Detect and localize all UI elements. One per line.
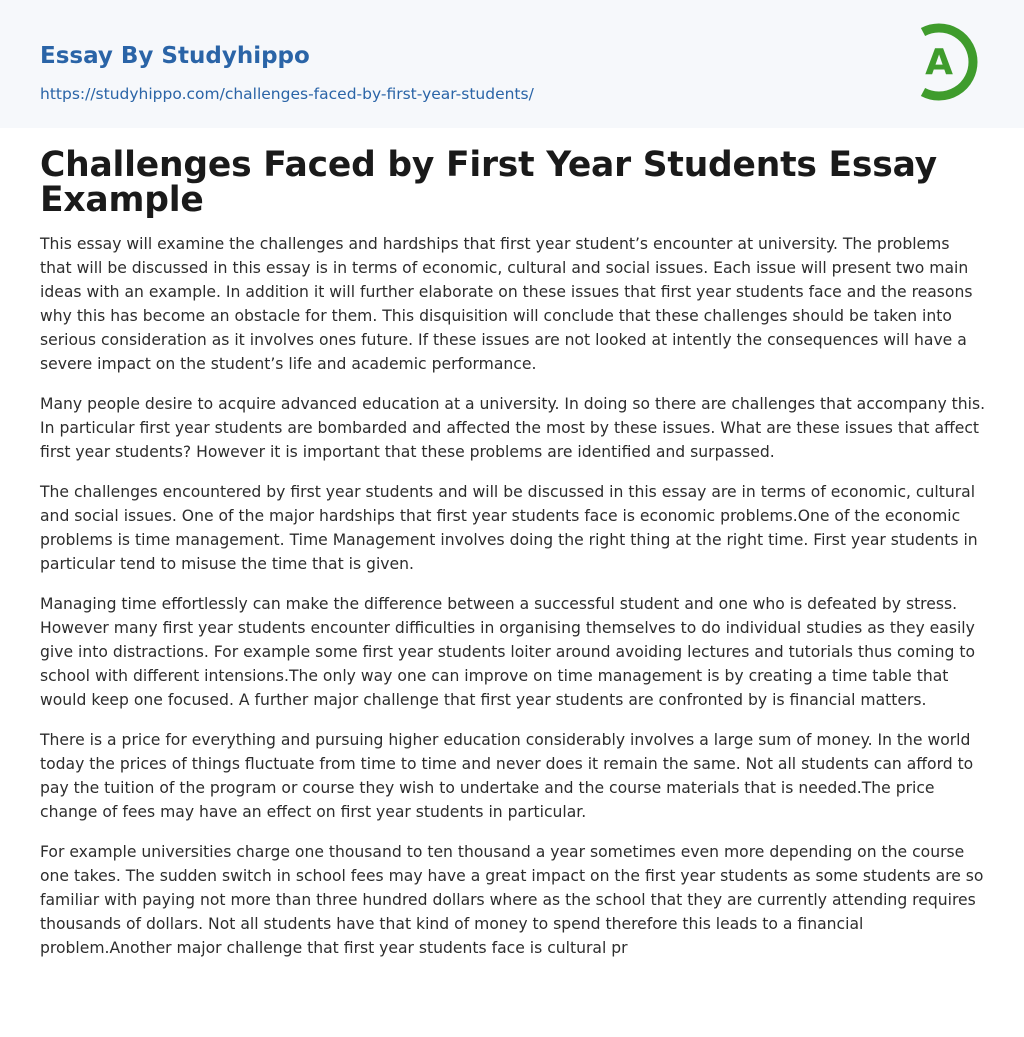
site-header [0, 0, 1024, 128]
essay-paragraph-2: Many people desire to acquire advanced education at a university. In doing so there are challenges that accompany this. In particular first year students are bombarded and affected the most by these issues. What are these issues that affect first year students? However it is important that these problems are identified and surpassed. [40, 395, 986, 461]
logo-letter: A [925, 42, 953, 83]
page-title: Challenges Faced by First Year Students Essay Example [40, 145, 937, 220]
studyhippo-logo-icon[interactable] [911, 18, 987, 106]
source-url-link[interactable]: https://studyhippo.com/challenges-faced-by-first-year-students/ [40, 85, 534, 103]
article [40, 145, 986, 960]
essay-paragraph-1: This essay will examine the challenges and hardships that first year student’s encounter at university. The problems that will be discussed in this essay is in terms of economic, cultural and social issues. Each issue will present two main ideas with an example. In addition it will further elaborate on these issues that first year students face and the reasons why this has become an obstacle for them. This disquisition will conclude that these challenges should be taken into serious consideration as it involves ones future. If these issues are not looked at intently the consequences will have a severe impact on the student’s life and academic performance. [40, 235, 973, 373]
essay-paragraph-3: The challenges encountered by first year students and will be discussed in this essay are in terms of economic, cultural and social issues. One of the major hardships that first year students face is economic problems.One of the economic problems is time management. Time Management involves doing the right thing at the right time. First year students in particular tend to misuse the time that is given. [40, 483, 978, 573]
brand-title[interactable]: Essay By Studyhippo [40, 43, 310, 69]
essay-paragraph-4: Managing time effortlessly can make the difference between a successful student and one who is defeated by stress. However many first year students encounter difficulties in organising themselves to do individual studies as they easily give into distractions. For example some first year students loiter around avoiding lectures and tutorials thus coming to school with different intensions.The only way one can improve on time management is by creating a time table that would keep one focused. A further major challenge that first year students are confronted by is financial matters. [40, 595, 976, 709]
essay-paragraph-6: For example universities charge one thousand to ten thousand a year sometimes even more depending on the course one takes. The sudden switch in school fees may have a great impact on the first year students as some students are so familiar with paying not more than three hundred dollars where as the school that they are currently attending requires thousands of dollars. Not all students have that kind of money to spend therefore this leads to a financial problem.Another major challenge that first year students face is cultural pr [40, 843, 984, 957]
essay-paragraph-5: There is a price for everything and pursuing higher education considerably involves a large sum of money. In the world today the prices of things fluctuate from time to time and never does it remain the same. Not all students can afford to pay the tuition of the program or course they wish to undertake and the course materials that is needed.The price change of fees may have an effect on first year students in particular. [40, 731, 974, 821]
